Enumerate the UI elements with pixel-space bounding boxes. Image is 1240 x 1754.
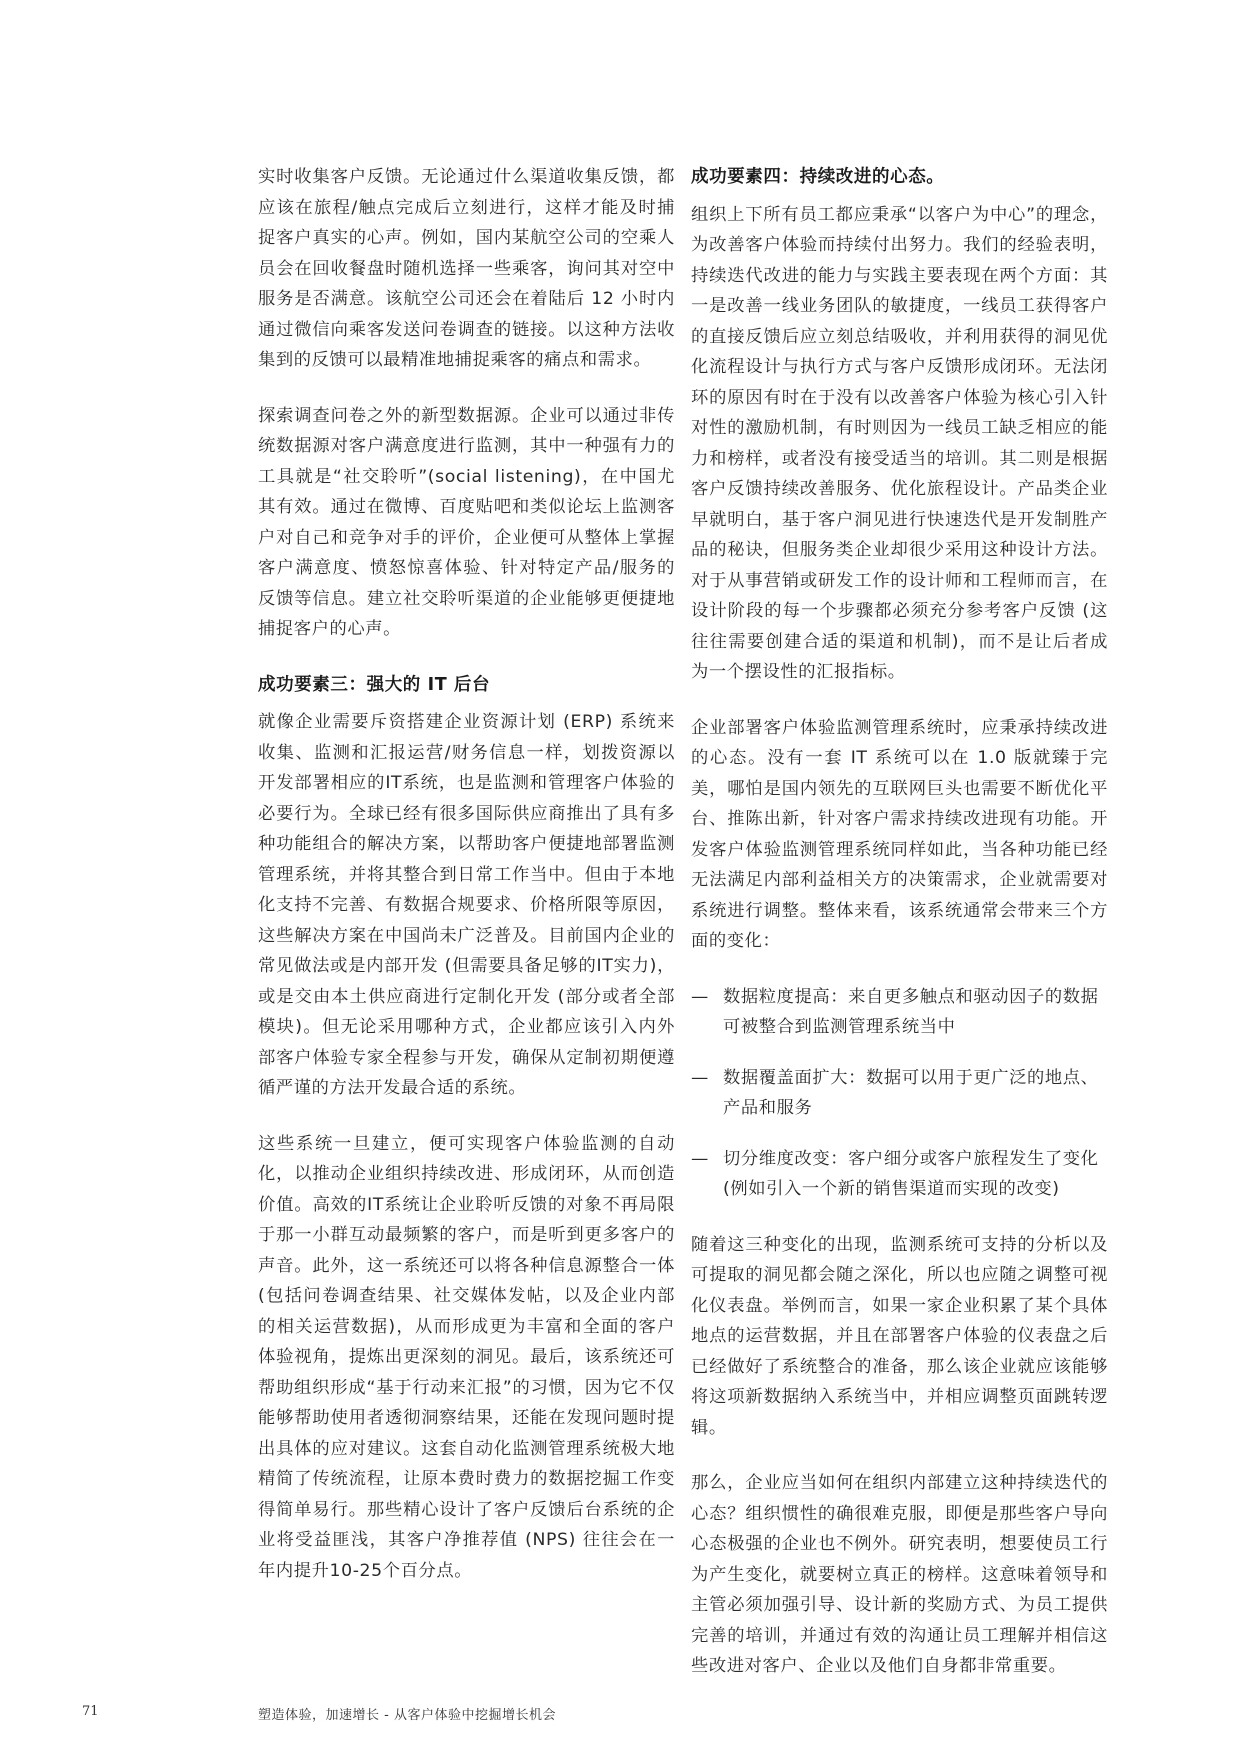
changes-list [691,982,1108,1205]
heading-success-factor-4: 成功要素四：持续改进的心态。 [691,167,945,187]
list-item [691,982,1108,1043]
paragraph-realtime-feedback: 实时收集客户反馈。无论通过什么渠道收集反馈，都应该在旅程/触点完成后立刻进行，这样才能及时捕捉客户真实的心声。例如，国内某航空公司的空乘人员会在回收餐盘时随机选择一些乘客，询问其对空中服务是否满意。该航空公司还会在着陆后 12 小时内通过微信向乘客发送问卷调查的链接。以这种方法收集到的反馈可以最精准地捕捉乘客的痛点和需求。 [258,167,675,370]
paragraph-dashboard-adjustment: 随着这三种变化的出现，监测系统可支持的分析以及可提取的洞见都会随之深化，所以也应随之调整可视化仪表盘。举例而言，如果一家企业积累了某个具体地点的运营数据，并且在部署客户体验的仪表盘之后已经做好了系统整合的准备，那么该企业就应该能够将这项新数据纳入系统当中，并相应调整页面跳转逻辑。 [691,1234,1108,1438]
list-item-text: 数据粒度提高：来自更多触点和驱动因子的数据可被整合到监测管理系统当中 [723,986,1099,1037]
paragraph-continuous-improvement: 组织上下所有员工都应秉承“以客户为中心”的理念，为改善客户体验而持续付出努力。我们的经验表明，持续迭代改进的能力与实践主要表现在两个方面：其一是改善一线业务团队的敏捷度，一线员工获得客户的直接反馈后应立刻总结吸收，并利用获得的洞见优化流程设计与执行方式与客户反馈形成闭环。无法闭环的原因有时在于没有以改善客户体验为核心引入针对性的激励机制，有时则因为一线员工缺乏相应的能力和榜样，或者没有接受适当的培训。其二则是根据客户反馈持续改善服务、优化旅程设计。产品类企业早就明白，基于客户洞见进行快速迭代是开发制胜产品的秘诀，但服务类企业却很少采用这种设计方法。对于从事营销或研发工作的设计师和工程师而言，在设计阶段的每一个步骤都必须充分参考客户反馈 (这往往需要创建合适的渠道和机制)，而不是让后者成为一个摆设性的汇报指标。 [691,204,1108,682]
paragraph-building-mindset: 那么，企业应当如何在组织内部建立这种持续迭代的心态？组织惯性的确很难克服，即便是那些客户导向心态极强的企业也不例外。研究表明，想要使员工行为产生变化，就要树立真正的榜样。这意味着领导和主管必须加强引导、设计新的奖励方式、为员工提供完善的培训，并通过有效的沟通让员工理解并相信这些改进对客户、企业以及他们自身都非常重要。 [691,1473,1108,1676]
dash-marker: — [691,986,709,1007]
right-column [691,162,1108,1707]
list-item-text: 切分维度改变：客户细分或客户旅程发生了变化 (例如引入一个新的销售渠道而实现的改变) [723,1148,1099,1199]
paragraph-it-backend: 就像企业需要斥资搭建企业资源计划 (ERP) 系统来收集、监测和汇报运营/财务信息一样，划拨资源以开发部署相应的IT系统，也是监测和管理客户体验的必要行为。全球已经有很多国际供应商推出了具有多种功能组合的解决方案，以帮助客户便捷地部署监测管理系统，并将其整合到日常工作当中。但由于本地化支持不完善、有数据合规要求、价格所限等原因，这些解决方案在中国尚未广泛普及。目前国内企业的常见做法或是内部开发 (但需要具备足够的IT实力)，或是交由本土供应商进行定制化开发 (部分或者全部模块)。但无论采用哪种方式，企业都应该引入内外部客户体验专家全程参与开发，确保从定制初期便遵循严谨的方法开发最合适的系统。 [258,712,675,1098]
list-item-text: 数据覆盖面扩大：数据可以用于更广泛的地点、产品和服务 [723,1067,1099,1118]
dash-marker: — [691,1067,709,1088]
left-column [258,162,675,1611]
paragraph-new-data-sources: 探索调查问卷之外的新型数据源。企业可以通过非传统数据源对客户满意度进行监测，其中一种强有力的工具就是“社交聆听”(social listening)，在中国尤其有效。通过在微博、百度贴吧和类似论坛上监测客户对自己和竞争对手的评价，企业便可从整体上掌握客户满意度、愤怒惊喜体验、针对特定产品/服务的反馈等信息。建立社交聆听渠道的企业能够更便捷地捕捉客户的心声。 [258,405,675,639]
list-item [691,1063,1108,1124]
footer-title: 塑造体验，加速增长 - 从客户体验中挖掘增长机会 [258,1708,556,1723]
list-item [691,1144,1108,1205]
dash-marker: — [691,1148,709,1169]
paragraph-system-deployment: 企业部署客户体验监测管理系统时，应秉承持续改进的心态。没有一套 IT 系统可以在 1.0 版就臻于完美，哪怕是国内领先的互联网巨头也需要不断优化平台、推陈出新，针对客户需求持续改进现有功能。开发客户体验监测管理系统同样如此，当各种功能已经无法满足内部利益相关方的决策需求，企业就需要对系统进行调整。整体来看，该系统通常会带来三个方面的变化： [691,717,1108,951]
page-number: 71 [82,1704,99,1719]
heading-success-factor-3: 成功要素三：强大的 IT 后台 [258,674,491,695]
paragraph-system-automation: 这些系统一旦建立，便可实现客户体验监测的自动化，以推动企业组织持续改进、形成闭环，从而创造价值。高效的IT系统让企业聆听反馈的对象不再局限于那一小群互动最频繁的客户，而是听到更多客户的声音。此外，这一系统还可以将各种信息源整合一体 (包括问卷调查结果、社交媒体发帖，以及企业内部的相关运营数据)，从而形成更为丰富和全面的客户体验视角，提炼出更深刻的洞见。最后，该系统还可帮助组织形成“基于行动来汇报”的习惯，因为它不仅能够帮助使用者透彻洞察结果，还能在发现问题时提出具体的应对建议。这套自动化监测管理系统极大地精简了传统流程，让原本费时费力的数据挖掘工作变得简单易行。那些精心设计了客户反馈后台系统的企业将受益匪浅，其客户净推荐值 (NPS) 往往会在一年内提升10-25个百分点。 [258,1133,675,1581]
